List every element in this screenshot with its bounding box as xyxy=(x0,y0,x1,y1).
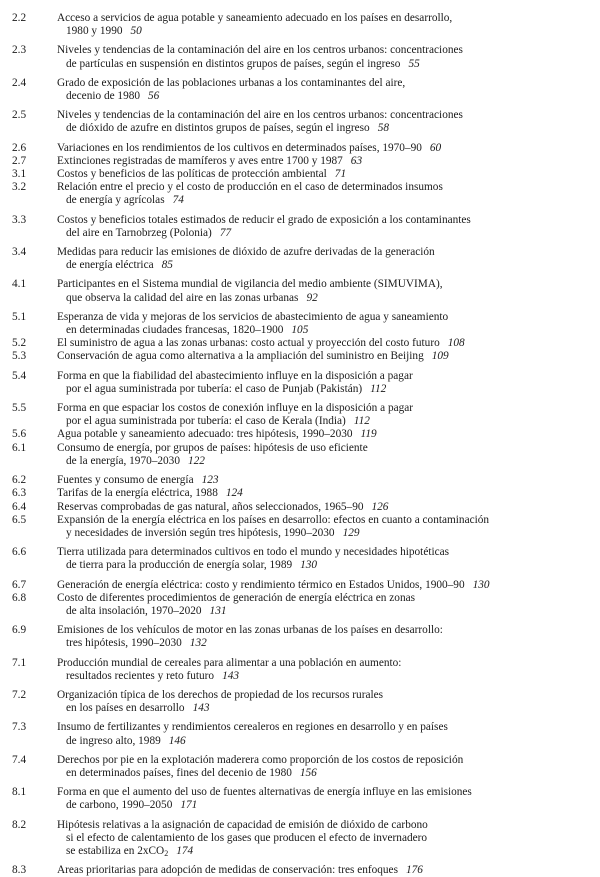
entry-title-text: Tarifas de la energía eléctrica, 1988 xyxy=(57,487,218,500)
entry-number: 6.4 xyxy=(12,500,27,513)
page-number: 108 xyxy=(447,337,465,350)
page-number: 109 xyxy=(431,350,449,363)
toc-entry[interactable] xyxy=(0,487,600,500)
page-number: 156 xyxy=(299,766,317,779)
entry-title-line xyxy=(57,799,586,812)
entry-title xyxy=(57,428,600,441)
entry-title xyxy=(57,214,600,240)
entry-number: 6.9 xyxy=(12,624,27,637)
entry-title-text: Tierra utilizada para determinados cultivos en todo el mundo y necesidades hipotéticas xyxy=(57,546,450,559)
entry-number: 3.1 xyxy=(12,168,27,181)
page-number: 124 xyxy=(225,487,243,500)
entry-title-text: del aire en Tarnobrzeg (Polonia) xyxy=(66,226,212,239)
entry-title xyxy=(57,689,600,715)
entry-number: 6.7 xyxy=(12,578,27,591)
entry-title-text: tres hipótesis, 1990–2030 xyxy=(66,637,182,650)
page-number: 60 xyxy=(429,141,442,154)
entry-title-line xyxy=(57,689,586,702)
entry-number: 7.3 xyxy=(12,721,27,734)
entry-title-line xyxy=(57,278,586,291)
entry-title-line xyxy=(57,514,586,527)
entry-title xyxy=(57,246,600,272)
toc-entry[interactable] xyxy=(0,689,600,715)
entry-title-text: de dióxido de azufre en distintos grupos de países, según el ingreso xyxy=(66,122,370,135)
entry-number: 6.3 xyxy=(12,487,27,500)
page-number: 85 xyxy=(161,259,173,272)
entry-title-line xyxy=(57,77,586,90)
toc-entry[interactable] xyxy=(0,370,600,396)
page-number: 71 xyxy=(334,168,347,181)
entry-title-text: Relación entre el precio y el costo de producción en el caso de determinados insumos xyxy=(57,181,443,194)
page-number: 55 xyxy=(408,57,420,70)
toc-entry[interactable] xyxy=(0,214,600,240)
entry-number: 6.6 xyxy=(12,546,27,559)
entry-number: 7.1 xyxy=(12,656,27,669)
entry-title-line xyxy=(57,58,586,71)
entry-number: 5.2 xyxy=(12,337,27,350)
entry-number: 8.1 xyxy=(12,786,27,799)
entry-title xyxy=(57,12,600,38)
toc-entry[interactable] xyxy=(0,181,600,207)
entry-title-text: El suministro de agua a las zonas urbanas: costo actual y proyección del costo futuro xyxy=(57,337,440,350)
entry-title-line xyxy=(57,44,586,57)
entry-number: 6.5 xyxy=(12,513,27,526)
toc-entry[interactable] xyxy=(0,579,600,592)
entry-title-text: Participantes en el Sistema mundial de vigilancia del medio ambiente (SIMUVIMA), xyxy=(57,278,443,291)
entry-title-line xyxy=(57,142,586,155)
page-number: 146 xyxy=(168,734,186,747)
entry-title-line xyxy=(57,168,586,181)
entry-title-text: Areas prioritarias para adopción de medidas de conservación: tres enfoques xyxy=(57,864,398,877)
entry-title-text: en los países en desarrollo xyxy=(66,702,185,715)
page-number: 129 xyxy=(342,526,360,539)
entry-title-line xyxy=(57,311,586,324)
page-number: 105 xyxy=(291,324,309,337)
entry-title-text: Expansión de la energía eléctrica en los países en desarrollo: efectos en cuanto a contaminación xyxy=(57,513,490,526)
toc-entry[interactable] xyxy=(0,402,600,428)
entry-number: 3.4 xyxy=(12,246,27,259)
entry-title-line xyxy=(57,246,586,259)
page-number: 122 xyxy=(187,454,205,467)
entry-title-text: por el agua suministrada por tubería: el caso de Punjab (Pakistán) xyxy=(66,382,363,395)
entry-title-line xyxy=(57,702,586,715)
entry-title xyxy=(57,77,600,103)
entry-title xyxy=(57,501,600,514)
entry-title-text: Generación de energía eléctrica: costo y rendimiento térmico en Estados Unidos, 1900–90 xyxy=(57,578,465,591)
entry-title-text: Fuentes y consumo de energía xyxy=(57,474,194,487)
entry-title-text: se estabiliza en 2xCO xyxy=(66,844,165,857)
entry-number: 5.4 xyxy=(12,369,27,382)
entry-title-text: en determinadas ciudades francesas, 1820–1900 xyxy=(66,324,284,337)
entry-title xyxy=(57,786,600,812)
entry-title-line xyxy=(57,402,586,415)
toc-entry[interactable] xyxy=(0,819,600,859)
entry-number: 5.6 xyxy=(12,428,27,441)
toc-entry[interactable] xyxy=(0,786,600,812)
entry-number: 8.2 xyxy=(12,818,27,831)
entry-title-line xyxy=(57,864,586,877)
entry-number: 2.3 xyxy=(12,44,27,57)
entry-title xyxy=(57,337,600,350)
entry-title-text: Costos y beneficios totales estimados de reducir el grado de exposición a los contaminantes xyxy=(57,213,471,226)
entry-title-text: de partículas en suspensión en distintos grupos de países, según el ingreso xyxy=(66,57,401,70)
entry-title-text: decenio de 1980 xyxy=(66,90,141,103)
toc-entry[interactable] xyxy=(0,246,600,272)
entry-number: 2.6 xyxy=(12,141,27,154)
entry-title-text: Forma en que espaciar los costos de conexión influye en la disposición a pagar xyxy=(57,402,414,415)
entry-title xyxy=(57,754,600,780)
entry-title-line xyxy=(57,370,586,383)
toc-entry[interactable] xyxy=(0,44,600,70)
entry-title-text: Grado de exposición de las poblaciones urbanas a los contaminantes del aire, xyxy=(57,76,406,89)
entry-number: 2.4 xyxy=(12,76,27,89)
entry-title xyxy=(57,109,600,135)
toc-entry[interactable] xyxy=(0,337,600,350)
entry-title-text: Costo de diferentes procedimientos de generación de energía eléctrica en zonas xyxy=(57,591,415,604)
entry-title-text: Niveles y tendencias de la contaminación del aire en los centros urbanos: concentraciones xyxy=(57,109,463,122)
entry-number: 6.1 xyxy=(12,441,27,454)
entry-title-line xyxy=(57,721,586,734)
toc-entry[interactable] xyxy=(0,514,600,540)
entry-number: 5.1 xyxy=(12,310,27,323)
entry-number: 5.3 xyxy=(12,350,27,363)
entry-number: 2.2 xyxy=(12,12,27,24)
entry-title xyxy=(57,370,600,396)
entry-title-text: si el efecto de calentamiento de los gases que producen el efecto de invernadero xyxy=(66,831,428,844)
entry-title-text: Esperanza de vida y mejoras de los servicios de abastecimiento de agua y saneamiento xyxy=(57,310,449,323)
toc-entry[interactable] xyxy=(0,12,600,38)
entry-title xyxy=(57,350,600,363)
entry-title xyxy=(57,579,600,592)
entry-title-text: de energía y agrícolas xyxy=(66,194,165,207)
entry-title-line xyxy=(57,415,586,428)
entry-title-line xyxy=(57,109,586,122)
entry-title-text: Forma en que el aumento del uso de fuentes alternativas de energía influye en las emisiones xyxy=(57,786,472,799)
entry-title-line xyxy=(57,845,586,858)
entry-title xyxy=(57,487,600,500)
entry-title-text: Producción mundial de cereales para alimentar a una población en aumento: xyxy=(57,656,402,669)
entry-title-text: de alta insolación, 1970–2020 xyxy=(66,604,202,617)
entry-title-text: Forma en que la fiabilidad del abastecimiento influye en la disposición a pagar xyxy=(57,369,413,382)
toc-entry[interactable] xyxy=(0,142,600,155)
entry-title xyxy=(57,142,600,155)
entry-title-line xyxy=(57,832,586,845)
page-number: 176 xyxy=(405,864,423,877)
entry-title-text: por el agua suministrada por tubería: el caso de Kerala (India) xyxy=(66,415,346,428)
page-number: 143 xyxy=(192,702,210,715)
entry-title-line xyxy=(57,442,586,455)
page-number: 171 xyxy=(180,799,198,812)
page-number: 174 xyxy=(176,844,194,857)
entry-title-line xyxy=(57,292,586,305)
entry-title-line xyxy=(57,194,586,207)
entry-title xyxy=(57,546,600,572)
entry-title-line xyxy=(57,90,586,103)
page-number: 126 xyxy=(371,500,389,513)
entry-title-text: que observa la calidad del aire en las zonas urbanas xyxy=(66,291,299,304)
entry-title-line xyxy=(57,259,586,272)
entry-title-line xyxy=(57,754,586,767)
page-number: 56 xyxy=(148,90,160,103)
entry-title-line xyxy=(57,670,586,683)
entry-title-text: de energía eléctrica xyxy=(66,259,154,272)
entry-title-line xyxy=(57,455,586,468)
entry-title-line xyxy=(57,767,586,780)
entry-title-text: Hipótesis relativas a la asignación de capacidad de emisión de dióxido de carbono xyxy=(57,818,428,831)
entry-title-line xyxy=(57,324,586,337)
entry-title xyxy=(57,592,600,618)
page-number: 131 xyxy=(209,604,227,617)
entry-title-text: de la energía, 1970–2030 xyxy=(66,454,180,467)
entry-title-text: Reservas comprobadas de gas natural, años seleccionados, 1965–90 xyxy=(57,500,364,513)
entry-title xyxy=(57,181,600,207)
entry-title-text: resultados recientes y reto futuro xyxy=(66,669,215,682)
entry-title-text: Agua potable y saneamiento adecuado: tres hipótesis, 1990–2030 xyxy=(57,428,353,441)
entry-title xyxy=(57,864,600,877)
entry-title-line xyxy=(57,605,586,618)
entry-title-line xyxy=(57,786,586,799)
entry-title-text: Costos y beneficios de las políticas de protección ambiental xyxy=(57,168,327,181)
entry-number: 3.3 xyxy=(12,213,27,226)
entry-number: 6.2 xyxy=(12,474,27,487)
entry-title-line xyxy=(57,546,586,559)
toc-entry[interactable] xyxy=(0,592,600,618)
toc-entry[interactable] xyxy=(0,864,600,877)
entry-title-line xyxy=(57,337,586,350)
entry-title-line xyxy=(57,428,586,441)
toc-entry[interactable] xyxy=(0,474,600,487)
toc-entry[interactable] xyxy=(0,501,600,514)
entry-title-text: Emisiones de los vehículos de motor en las zonas urbanas de los países en desarrollo: xyxy=(57,624,443,637)
entry-title-line xyxy=(57,487,586,500)
entry-title-text: Conservación de agua como alternativa a la ampliación del suministro en Beijing xyxy=(57,350,424,363)
entry-title-line xyxy=(57,637,586,650)
toc-entry[interactable] xyxy=(0,428,600,441)
entry-title-line xyxy=(57,227,586,240)
page-number: 63 xyxy=(350,154,363,167)
subscript: 2 xyxy=(164,848,169,858)
page-number: 130 xyxy=(472,578,490,591)
page-number: 132 xyxy=(189,637,207,650)
toc-entry[interactable] xyxy=(0,350,600,363)
entry-title-line xyxy=(57,474,586,487)
entry-title-line xyxy=(57,592,586,605)
page-number: 143 xyxy=(222,669,240,682)
entry-title-text: Organización típica de los derechos de propiedad de los recursos rurales xyxy=(57,688,384,701)
toc-entry[interactable] xyxy=(0,546,600,572)
toc-entry[interactable] xyxy=(0,657,600,683)
entry-title-line xyxy=(57,122,586,135)
entry-title-text: y necesidades de inversión según tres hipótesis, 1990–2030 xyxy=(66,526,335,539)
entry-title-line xyxy=(57,624,586,637)
entry-title xyxy=(57,514,600,540)
entry-title-text: Variaciones en los rendimientos de los cultivos en determinados países, 1970–90 xyxy=(57,141,422,154)
entry-title xyxy=(57,402,600,428)
entry-title-text: de carbono, 1990–2050 xyxy=(66,799,173,812)
entry-number: 2.5 xyxy=(12,109,27,122)
entry-title xyxy=(57,721,600,747)
entry-number: 7.4 xyxy=(12,753,27,766)
page-number: 130 xyxy=(300,559,318,572)
entry-number: 8.3 xyxy=(12,864,27,877)
entry-title-text: Insumo de fertilizantes y rendimientos cerealeros en regiones en desarrollo y en países xyxy=(57,721,448,734)
entry-title-text: Consumo de energía, por grupos de países: hipótesis de uso eficiente xyxy=(57,441,368,454)
entry-title-line xyxy=(57,657,586,670)
toc-entry[interactable] xyxy=(0,278,600,304)
toc-entry[interactable] xyxy=(0,168,600,181)
entry-title-line xyxy=(57,735,586,748)
entry-number: 6.8 xyxy=(12,591,27,604)
page-number: 50 xyxy=(130,25,142,38)
entry-title-line xyxy=(57,181,586,194)
entry-title-text: Extinciones registradas de mamíferos y aves entre 1700 y 1987 xyxy=(57,154,343,167)
entry-title xyxy=(57,657,600,683)
entry-title-line xyxy=(57,12,586,25)
entry-title-line xyxy=(57,559,586,572)
entry-title-text: en determinados países, fines del decenio de 1980 xyxy=(66,766,292,779)
entry-number: 7.2 xyxy=(12,688,27,701)
entry-number: 4.1 xyxy=(12,278,27,291)
toc-entry[interactable] xyxy=(0,442,600,468)
toc-entry[interactable] xyxy=(0,155,600,168)
entry-title-line xyxy=(57,579,586,592)
entry-title xyxy=(57,311,600,337)
page-number: 92 xyxy=(306,291,318,304)
entry-title-line xyxy=(57,25,586,38)
toc-entry[interactable] xyxy=(0,77,600,103)
entry-title xyxy=(57,819,600,859)
entry-title-text: 1980 y 1990 xyxy=(66,25,123,38)
entry-title xyxy=(57,442,600,468)
entry-title-line xyxy=(57,819,586,832)
entry-title-text: Medidas para reducir las emisiones de dióxido de azufre derivadas de la generación xyxy=(57,246,435,259)
entry-title-text: de ingreso alto, 1989 xyxy=(66,734,161,747)
entry-number: 2.7 xyxy=(12,154,27,167)
entry-title-line xyxy=(57,350,586,363)
entry-title xyxy=(57,44,600,70)
entry-title xyxy=(57,168,600,181)
entry-title-line xyxy=(57,527,586,540)
page-number: 119 xyxy=(360,428,377,441)
entry-title-line xyxy=(57,214,586,227)
entry-number: 5.5 xyxy=(12,402,27,415)
page-number: 112 xyxy=(353,415,370,428)
entry-title xyxy=(57,474,600,487)
toc-entry[interactable] xyxy=(0,721,600,747)
entry-title xyxy=(57,624,600,650)
entry-title-text: Derechos por pie en la explotación maderera como proporción de los costos de reposición xyxy=(57,753,464,766)
entry-title xyxy=(57,155,600,168)
entry-title-text: de tierra para la producción de energía solar, 1989 xyxy=(66,559,293,572)
entry-title xyxy=(57,278,600,304)
entry-title-line xyxy=(57,501,586,514)
toc-entry[interactable] xyxy=(0,624,600,650)
entry-title-text: Acceso a servicios de agua potable y saneamiento adecuado en los países en desarrollo, xyxy=(57,12,453,24)
entry-title-text: Niveles y tendencias de la contaminación del aire en los centros urbanos: concentraciones xyxy=(57,44,463,57)
entry-title-line xyxy=(57,155,586,168)
toc-entry[interactable] xyxy=(0,754,600,780)
entry-number: 3.2 xyxy=(12,181,27,194)
page-number: 58 xyxy=(377,122,389,135)
entry-title-line xyxy=(57,383,586,396)
toc-entry[interactable] xyxy=(0,109,600,135)
page-number: 112 xyxy=(370,382,387,395)
page-number: 123 xyxy=(201,474,219,487)
page-number: 74 xyxy=(172,194,184,207)
page-number: 77 xyxy=(219,226,232,239)
toc-entry[interactable] xyxy=(0,311,600,337)
